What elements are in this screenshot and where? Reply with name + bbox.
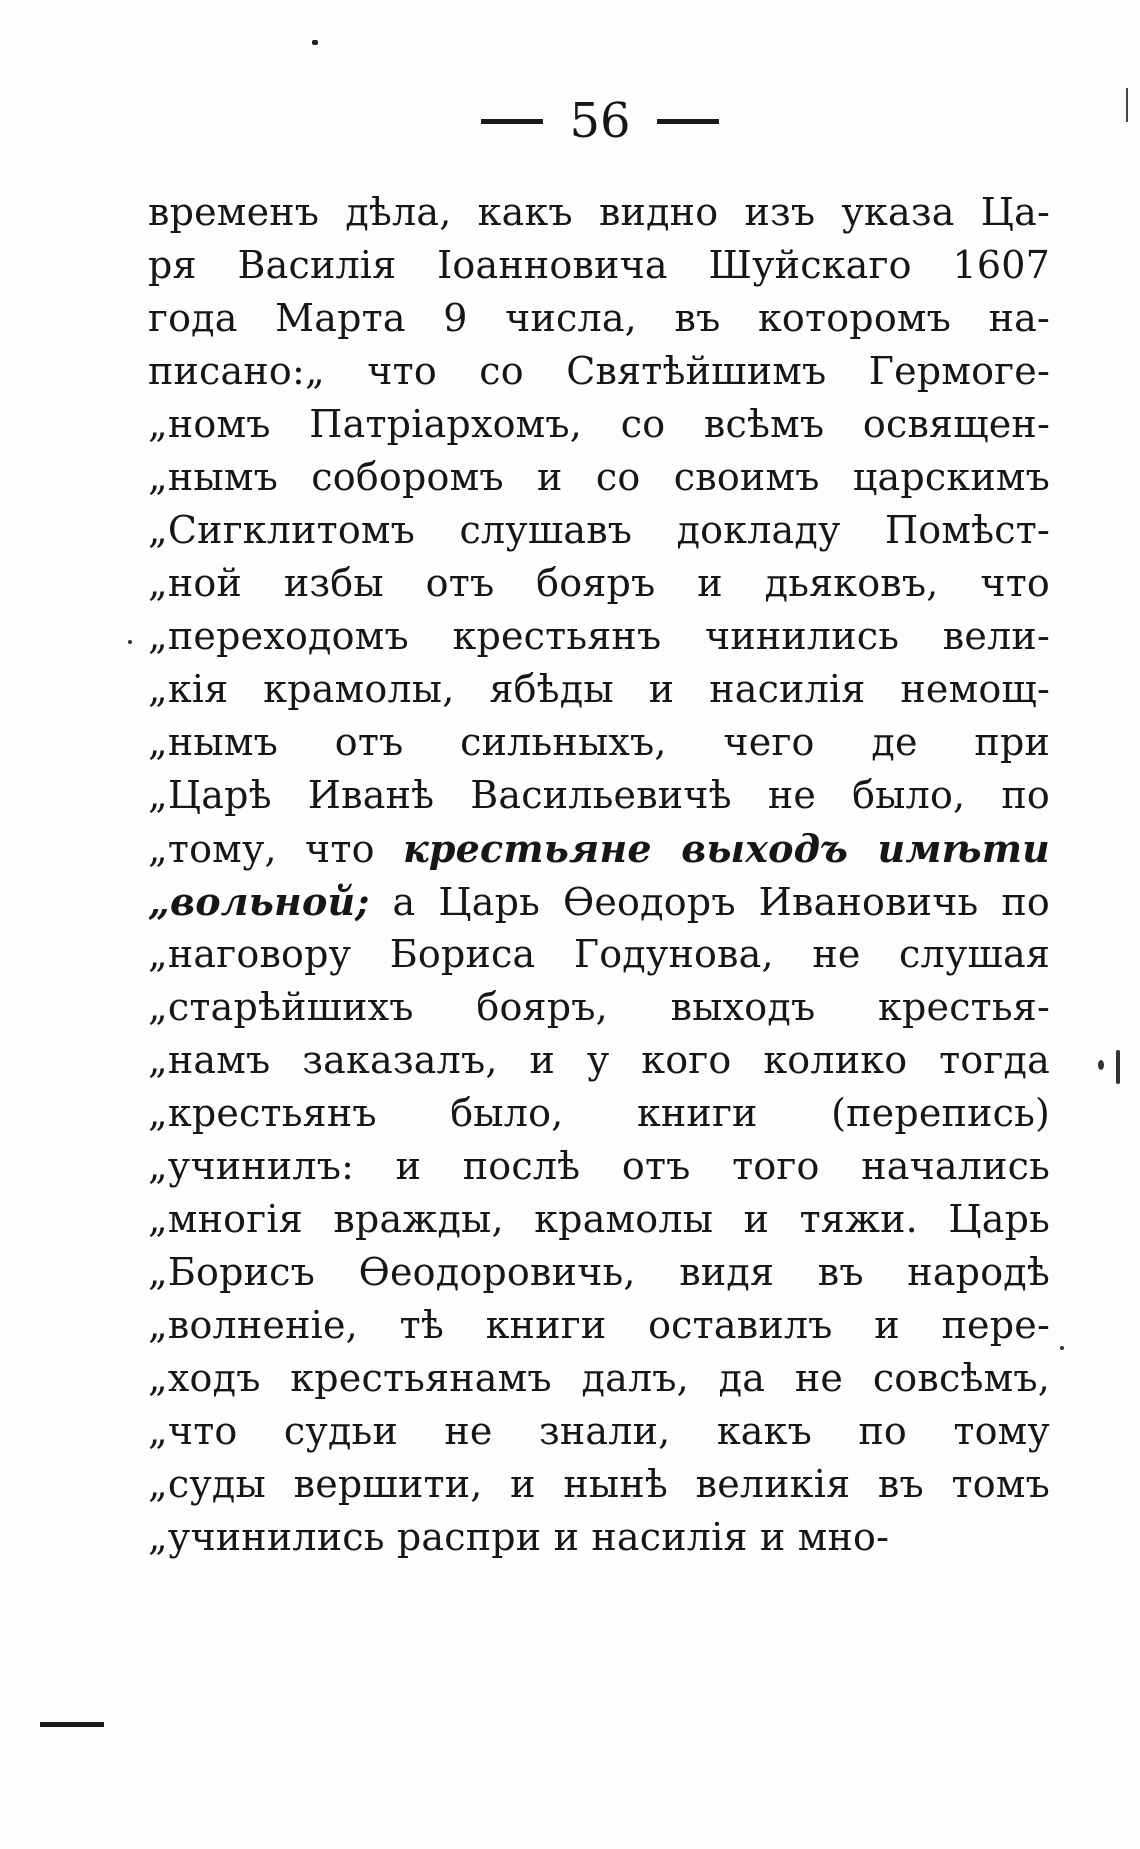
line-lead: „тому, что — [148, 827, 375, 871]
text-line: „Царѣ Иванѣ Васильевичѣ не было, по — [148, 773, 1050, 817]
text-line: временъ дѣла, какъ видно изъ указа Ца- — [148, 190, 1050, 234]
text-line — [148, 875, 1050, 928]
text-line — [148, 822, 1050, 875]
page-header — [460, 86, 740, 156]
text-line: „переходомъ крестьянъ чинились вели- — [148, 614, 1050, 658]
text-line: „номъ Патріархомъ, со всѣмъ освящен- — [148, 402, 1050, 446]
text-line: „учинилъ: и послѣ отъ того начались — [148, 1144, 1050, 1188]
text-line: „волненіе, тѣ книги оставилъ и пере- — [148, 1303, 1050, 1347]
text-line: „ной избы отъ бояръ и дьяковъ, что — [148, 561, 1050, 605]
italic-phrase: крестьяне выходъ имѣти — [402, 826, 1050, 871]
text-line: ря Василія Іоанновича Шуйскаго 1607 — [148, 243, 1050, 287]
text-line: писано:„ что со Святѣйшимъ Гермоге- — [148, 349, 1050, 393]
text-line: года Марта 9 числа, въ которомъ на- — [148, 296, 1050, 340]
text-line: „нымъ отъ сильныхъ, чего де при — [148, 720, 1050, 764]
ink-speck — [1098, 1060, 1104, 1070]
ink-speck — [128, 640, 132, 644]
text-line: „нымъ соборомъ и со своимъ царскимъ — [148, 455, 1050, 499]
page-number: 56 — [569, 93, 631, 149]
body-text — [148, 186, 1050, 1564]
text-line: „учинились распри и насилія и мно- — [148, 1515, 890, 1559]
line-rest: а Царь Ѳеодоръ Ивановичь по — [392, 880, 1050, 924]
header-dash-left — [481, 119, 543, 124]
text-line: „крестьянъ было, книги (перепись) — [148, 1091, 1050, 1135]
text-line: „ходъ крестьянамъ далъ, да не совсѣмъ, — [148, 1356, 1050, 1400]
gutter-line — [1126, 88, 1128, 122]
bottom-rule — [40, 1722, 104, 1727]
text-line: „Сигклитомъ слушавъ докладу Помѣст- — [148, 508, 1050, 552]
text-line: „многія вражды, крамолы и тяжи. Царь — [148, 1197, 1050, 1241]
text-line: „намъ заказалъ, и у кого колико тогда — [148, 1038, 1050, 1082]
text-line: „наговору Бориса Годунова, не слушая — [148, 932, 1050, 976]
text-line: „кія крамолы, ябѣды и насилія немощ- — [148, 667, 1050, 711]
header-dash-right — [657, 119, 719, 124]
text-line: „суды вершити, и нынѣ великія въ томъ — [148, 1462, 1050, 1506]
ink-speck — [1116, 1050, 1120, 1084]
text-line: „Борисъ Ѳеодоровичь, видя въ народѣ — [148, 1250, 1050, 1294]
italic-phrase: „вольной; — [148, 879, 370, 924]
text-line: „что судьи не знали, какъ по тому — [148, 1409, 1050, 1453]
ink-speck — [1060, 1346, 1064, 1350]
ink-speck — [312, 40, 318, 45]
text-line: „старѣйшихъ бояръ, выходъ крестья- — [148, 985, 1050, 1029]
